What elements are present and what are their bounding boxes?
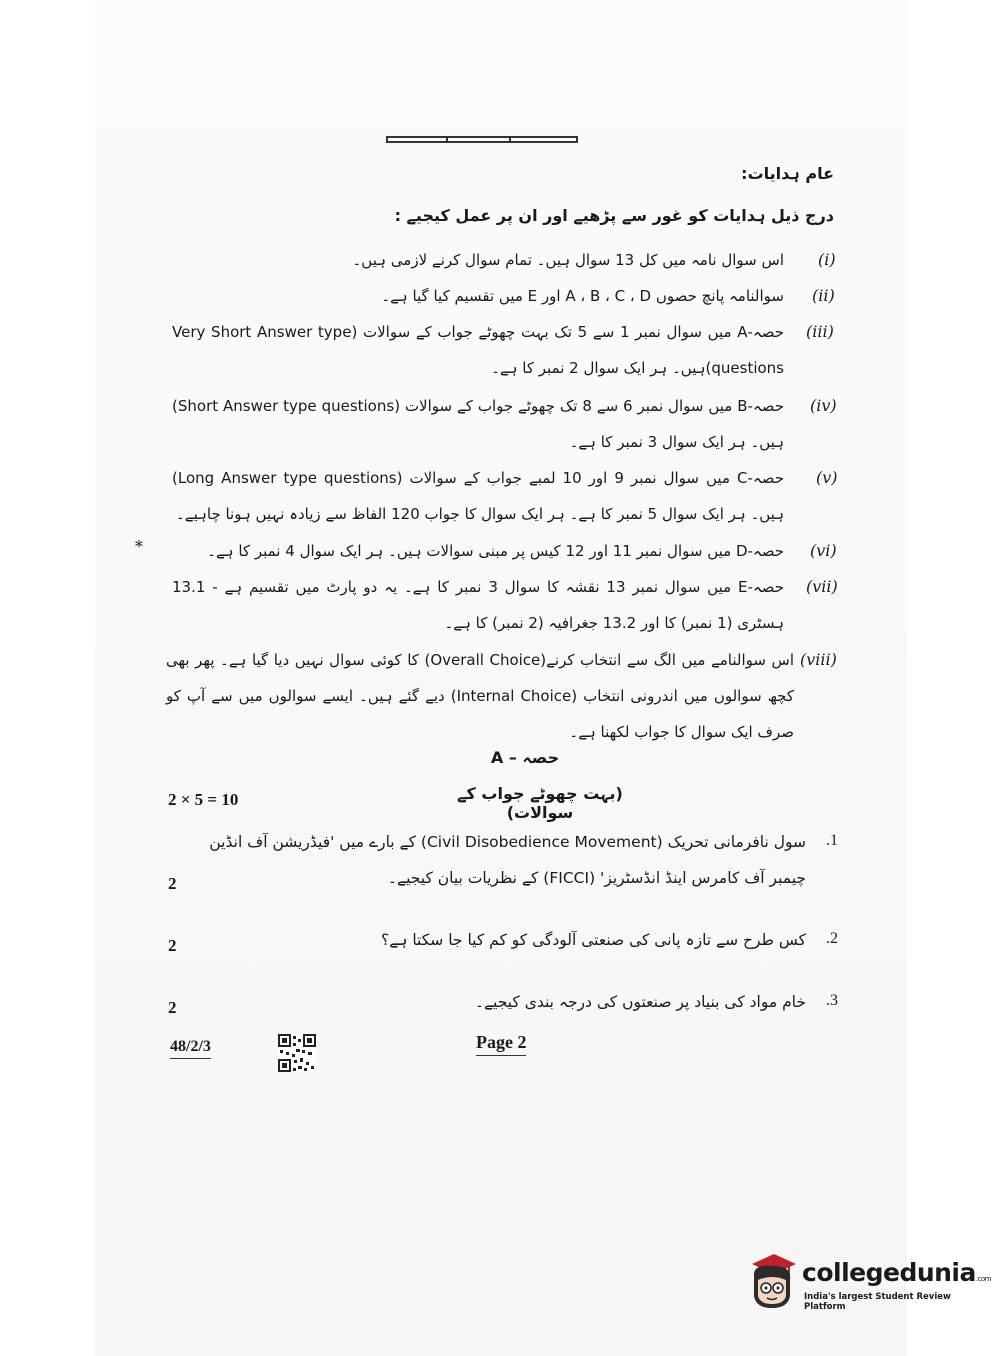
instruction-number: (i) (818, 250, 836, 269)
margin-star: * (135, 537, 143, 556)
question-text: خام مواد کی بنیاد پر صنعتوں کی درجہ بندی کیجیے۔ (474, 993, 806, 1011)
question-text: کس طرح سے تازہ پانی کی صنعتی آلودگی کو کم کیا جا سکتا ہے؟ (381, 931, 806, 949)
instruction-item: اس سوالنامے میں الگ سے انتخاب کرنے(Overall Choice) کا کوئی سوال نہیں دیا گیا ہے۔ پھر بھی کچھ سوالوں میں اندرونی انتخاب (Internal Choice) دیے گئے ہیں۔ ایسے سوالوں میں سے آپ کو صرف ایک سوال کا جواب لکھنا ہے۔ (166, 651, 794, 741)
logo-name: collegedunia (802, 1258, 976, 1287)
instruction-item: حصہ-D میں سوال نمبر 11 اور 12 کیس پر مبنی سوالات ہیں۔ ہر ایک سوال 4 نمبر کا ہے۔ (207, 542, 784, 560)
read-instructions-line: درج ذیل ہدایات کو غور سے پڑھیے اور ان پر عمل کیجیے : (394, 206, 834, 225)
question-marks: 2 (168, 874, 177, 893)
section-subtitle: (بہت چھوٹے جواب کے سوالات) (457, 784, 623, 822)
instruction-item: حصہ-C میں سوال نمبر 9 اور 10 لمبے جواب کے سوالات (Long Answer type questions) ہیں۔ ہر ایک سوال 5 نمبر کا ہے۔ ہر ایک سوال کا جواب 120 الفاظ سے زیادہ نہیں ہونا چاہیے۔ (172, 469, 784, 523)
section-marks: 2 × 5 = 10 (168, 790, 239, 809)
page-number: Page 2 (476, 1032, 526, 1056)
section-title: حصہ – A (490, 748, 560, 767)
logo-tagline: India's largest Student Review Platform (804, 1292, 951, 1312)
instruction-number: (iii) (806, 322, 834, 341)
instruction-item: حصہ-B میں سوال نمبر 6 سے 8 تک چھوٹے جواب کے سوالات (Short Answer type questions) ہیں۔ ہر ایک سوال 3 نمبر کا ہے۔ (172, 397, 784, 451)
question-number: .1 (826, 832, 838, 849)
collegedunia-logo (744, 1250, 992, 1320)
instruction-number: (ii) (812, 286, 835, 305)
instruction-item: اس سوال نامہ میں کل 13 سوال ہیں۔ تمام سوال کرنے لازمی ہیں۔ (352, 251, 784, 269)
instruction-number: (vi) (810, 541, 837, 560)
paper-code: 48/2/3 (170, 1038, 211, 1059)
instruction-number: (viii) (800, 650, 837, 669)
question-text: سول نافرمانی تحریک (Civil Disobedience Movement) کے بارے میں 'فیڈریشن آف انڈین چیمبر آف کامرس اینڈ انڈسٹریز' (FICCI) کے نظریات بیان کیجیے۔ (209, 833, 806, 887)
question-number: .3 (826, 992, 838, 1009)
instruction-number: (iv) (810, 396, 837, 415)
question-marks: 2 (168, 998, 177, 1017)
qr-code-icon (278, 1034, 316, 1072)
question-marks: 2 (168, 936, 177, 955)
instruction-item: سوالنامہ پانچ حصوں A ، B ، C ، D اور E میں تقسیم کیا گیا ہے۔ (381, 287, 784, 305)
header-rule (386, 136, 578, 143)
instruction-item: حصہ-E میں سوال نمبر 13 نقشہ کا سوال 3 نمبر کا ہے۔ یہ دو پارٹ میں تقسیم ہے - 13.1 ہسٹری (1 نمبر) کا اور 13.2 جغرافیہ (2 نمبر) کا ہے۔ (172, 578, 784, 632)
instruction-number: (v) (816, 468, 838, 487)
logo-wordmark (802, 1258, 991, 1287)
instruction-number: (vii) (806, 577, 838, 596)
instruction-item: حصہ-A میں سوال نمبر 1 سے 5 تک بہت چھوٹے جواب کے سوالات (Very Short Answer type questions)ہیں۔ ہر ایک سوال 2 نمبر کا ہے۔ (172, 323, 784, 377)
general-instructions-title: عام ہدایات: (741, 164, 834, 183)
question-number: .2 (826, 930, 838, 947)
student-mascot-icon (744, 1250, 800, 1312)
logo-dotcom: .com (975, 1275, 992, 1283)
